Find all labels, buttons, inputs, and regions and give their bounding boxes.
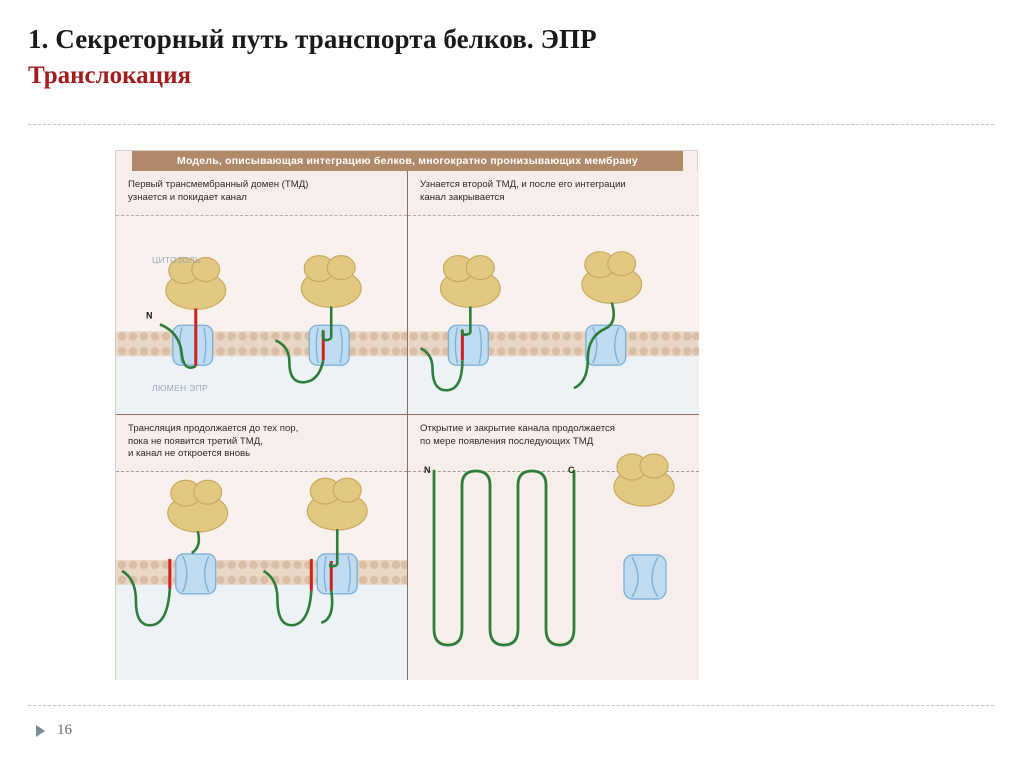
ribosome-e [168, 480, 228, 532]
diagram-bottom-right [408, 415, 699, 680]
ribosome-c [440, 256, 500, 308]
panel-caption: Узнается второй ТМД, и после его интеграции канал закрывается [420, 179, 626, 203]
ribosome-g [614, 454, 674, 506]
figure-banner-title: Модель, описывающая интеграцию белков, многократно пронизывающих мембрану [132, 151, 683, 171]
panel-bottom-right [408, 415, 699, 680]
ribosome-b [301, 256, 361, 308]
panel-bottom-left [116, 415, 408, 680]
figure-membrane-protein-integration [115, 150, 698, 680]
translocon-c [448, 325, 488, 365]
diagram-top-left [116, 171, 407, 414]
panel-caption: Первый трансмембранный домен (ТМД) узнается и покидает канал [128, 179, 309, 203]
panel-top-right [408, 171, 699, 415]
label-n-terminus: N [424, 465, 431, 475]
ribosome-f [307, 478, 367, 530]
page-title: 1. Секреторный путь транспорта белков. ЭПР [28, 24, 597, 54]
ribosome-d [582, 252, 642, 304]
left-accent-bar [0, 0, 20, 767]
divider-top [28, 124, 994, 125]
polypeptide-final [434, 471, 574, 645]
translocon-b [309, 325, 349, 365]
panel-top-left [116, 171, 408, 415]
page-subtitle: Транслокация [28, 62, 192, 89]
label-cytosol: ЦИТОЗОЛЬ [152, 255, 202, 265]
translocon-g [624, 555, 666, 599]
slide-footer [36, 722, 72, 739]
slide-title-block [28, 22, 978, 92]
play-triangle-icon[interactable] [36, 725, 45, 737]
divider-bottom [28, 705, 994, 706]
translocon-d [586, 325, 626, 365]
translocon-e [176, 554, 216, 594]
page-number: 16 [57, 722, 72, 738]
diagram-top-right [408, 171, 699, 414]
label-lumen: ЛЮМЕН ЭПР [152, 383, 209, 393]
label-c-terminus: C [568, 465, 575, 475]
ribosome-a [166, 258, 226, 310]
panel-caption: Трансляция продолжается до тех пор, пока не появится третий ТМД, и канал не откроется вновь [128, 423, 299, 459]
label-n-terminus: N [145, 310, 153, 321]
panel-caption: Открытие и закрытие канала продолжается по мере появления последующих ТМД [420, 423, 615, 447]
diagram-bottom-left [116, 415, 407, 680]
